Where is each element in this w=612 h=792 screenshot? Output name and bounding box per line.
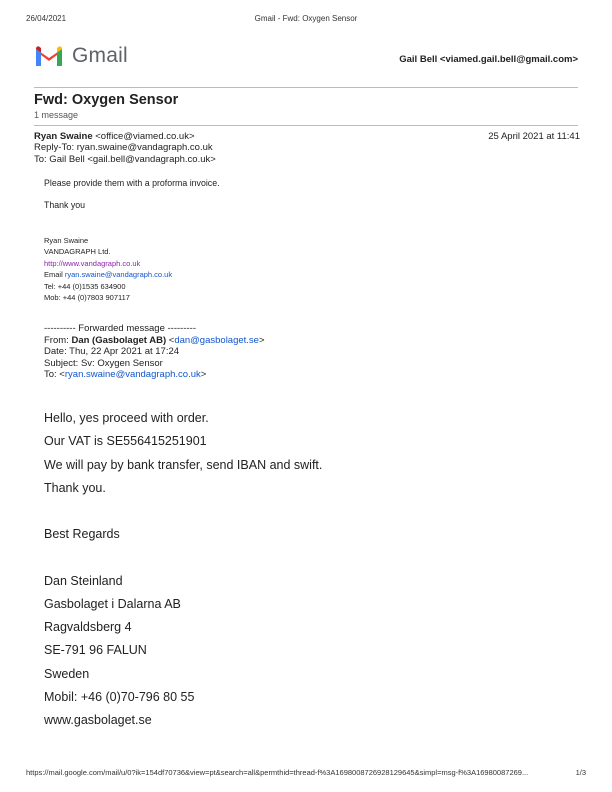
forwarded-date: Date: Thu, 22 Apr 2021 at 17:24 — [44, 346, 180, 357]
message-date: 25 April 2021 at 11:41 — [488, 131, 580, 142]
forwarded-to: To: <ryan.swaine@vandagraph.co.uk> — [44, 369, 207, 380]
forwarded-signature-line: SE-791 96 FALUN — [44, 643, 147, 657]
body-line: Thank you — [44, 200, 86, 210]
signature-email-line: Email ryan.swaine@vandagraph.co.uk — [44, 270, 173, 280]
forwarded-signature-line: Sweden — [44, 667, 90, 681]
print-title: Gmail - Fwd: Oxygen Sensor — [254, 14, 358, 23]
forwarded-body-line: Our VAT is SE556415251901 — [44, 434, 207, 448]
forwarded-to-email-link[interactable]: ryan.swaine@vandagraph.co.uk — [64, 369, 201, 380]
body-line: Please provide them with a proforma invoice. — [44, 178, 220, 188]
print-url: https://mail.google.com/mail/u/0?ik=154df70736&view=pt&search=all&permthid=thread-f%3A1698008726928129645&simpl=msg-f%3A16980087269... — [26, 768, 529, 777]
gmail-wordmark[interactable]: Gmail — [72, 44, 128, 67]
thread-subject: Fwd: Oxygen Sensor — [34, 92, 179, 108]
gmail-m-icon[interactable] — [34, 44, 64, 68]
forwarded-block — [44, 323, 265, 381]
forwarded-signature-line: Mobil: +46 (0)70-796 80 55 — [44, 690, 195, 704]
to-line: To: Gail Bell <gail.bell@vandagraph.co.uk> — [34, 154, 216, 165]
forwarded-signature-line: Ragvaldsberg 4 — [44, 620, 132, 634]
forwarded-website-link[interactable]: www.gasbolaget.se — [44, 713, 152, 727]
reply-to: Reply-To: ryan.swaine@vandagraph.co.uk — [34, 142, 213, 153]
signature-tel: Tel: +44 (0)1535 634900 — [44, 281, 126, 291]
forwarded-from: From: Dan (Gasbolaget AB) <dan@gasbolaget.se> — [44, 334, 265, 346]
forwarded-divider: ---------- Forwarded message --------- — [44, 323, 196, 334]
signature-email-link[interactable]: ryan.swaine@vandagraph.co.uk — [64, 270, 173, 280]
sender-name: Ryan Swaine — [34, 131, 93, 142]
signature-company: VANDAGRAPH Ltd. — [44, 247, 111, 257]
forwarded-signature-line: Gasbolaget i Dalarna AB — [44, 597, 181, 611]
forwarded-subject: Subject: Sv: Oxygen Sensor — [44, 357, 163, 369]
message-count: 1 message — [34, 110, 79, 120]
page-number: 1/3 — [575, 768, 586, 777]
forwarded-from-name: Dan (Gasbolaget AB) — [71, 334, 167, 346]
subject-divider — [34, 125, 578, 126]
header-divider — [34, 87, 578, 88]
forwarded-signature-line: Dan Steinland — [44, 574, 123, 588]
forwarded-body-line: We will pay by bank transfer, send IBAN and swift. — [44, 458, 323, 472]
regards: Best Regards — [44, 527, 120, 541]
signature-block — [44, 235, 172, 303]
forwarded-body-line: Hello, yes proceed with order. — [44, 411, 209, 425]
signature-name: Ryan Swaine — [44, 236, 89, 245]
signature-mob: Mob: +44 (0)7803 907117 — [44, 293, 130, 303]
signature-website-link[interactable]: http://www.vandagraph.co.uk — [44, 258, 141, 268]
print-date: 26/04/2021 — [26, 14, 67, 23]
forwarded-from-email-link[interactable]: dan@gasbolaget.se — [174, 334, 259, 346]
sender-email: <office@viamed.co.uk> — [95, 131, 195, 142]
sender-line — [34, 131, 195, 142]
forwarded-body-line: Thank you. — [44, 481, 106, 495]
account-label: Gail Bell <viamed.gail.bell@gmail.com> — [399, 54, 578, 65]
